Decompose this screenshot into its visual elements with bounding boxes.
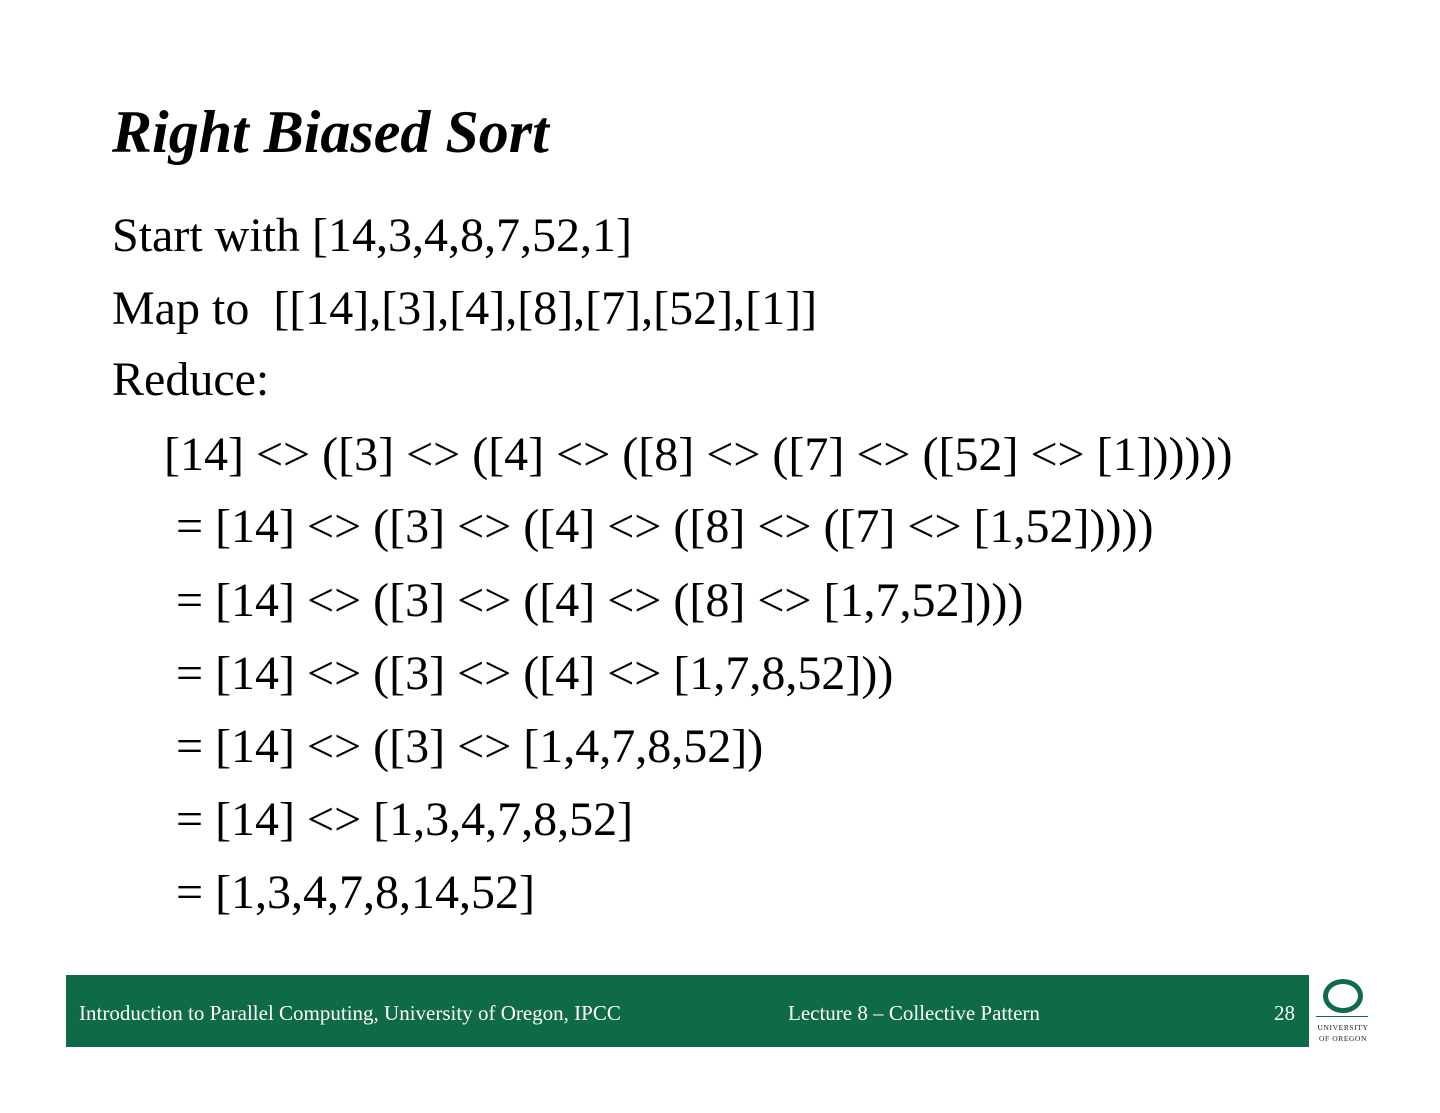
reduce-step-3: = [14] <> ([3] <> ([4] <> [1,7,8,52]))	[176, 647, 894, 700]
reduce-step-4: = [14] <> ([3] <> [1,4,7,8,52])	[176, 720, 764, 773]
start-line: Start with [14,3,4,8,7,52,1]	[112, 209, 632, 262]
reduce-step-2: = [14] <> ([3] <> ([4] <> ([8] <> [1,7,52])))	[176, 574, 1024, 627]
slide-title: Right Biased Sort	[112, 99, 549, 165]
map-line: Map to [[14],[3],[4],[8],[7],[52],[1]]	[112, 282, 818, 335]
reduce-heading: Reduce:	[112, 353, 270, 406]
university-of-oregon-logo	[1314, 976, 1374, 1048]
reduce-step-1: = [14] <> ([3] <> ([4] <> ([8] <> ([7] <> [1,52]))))	[176, 500, 1154, 553]
reduce-step-5: = [14] <> [1,3,4,7,8,52]	[176, 793, 634, 846]
reduce-step-expression: [14] <> ([3] <> ([4] <> ([8] <> ([7] <> ([52] <> [1])))))	[164, 428, 1233, 481]
oregon-o-icon	[1323, 979, 1363, 1013]
logo-text-university: UNIVERSITY	[1317, 1023, 1369, 1032]
reduce-step-result: = [1,3,4,7,8,14,52]	[176, 866, 536, 919]
footer-lecture: Lecture 8 – Collective Pattern	[788, 1001, 1040, 1025]
logo-divider	[1316, 1016, 1368, 1017]
logo-text-of-oregon: OF OREGON	[1318, 1034, 1368, 1043]
footer-bar	[66, 975, 1309, 1047]
footer-course: Introduction to Parallel Computing, University of Oregon, IPCC	[79, 1001, 621, 1025]
page-number: 28	[1274, 1001, 1295, 1025]
